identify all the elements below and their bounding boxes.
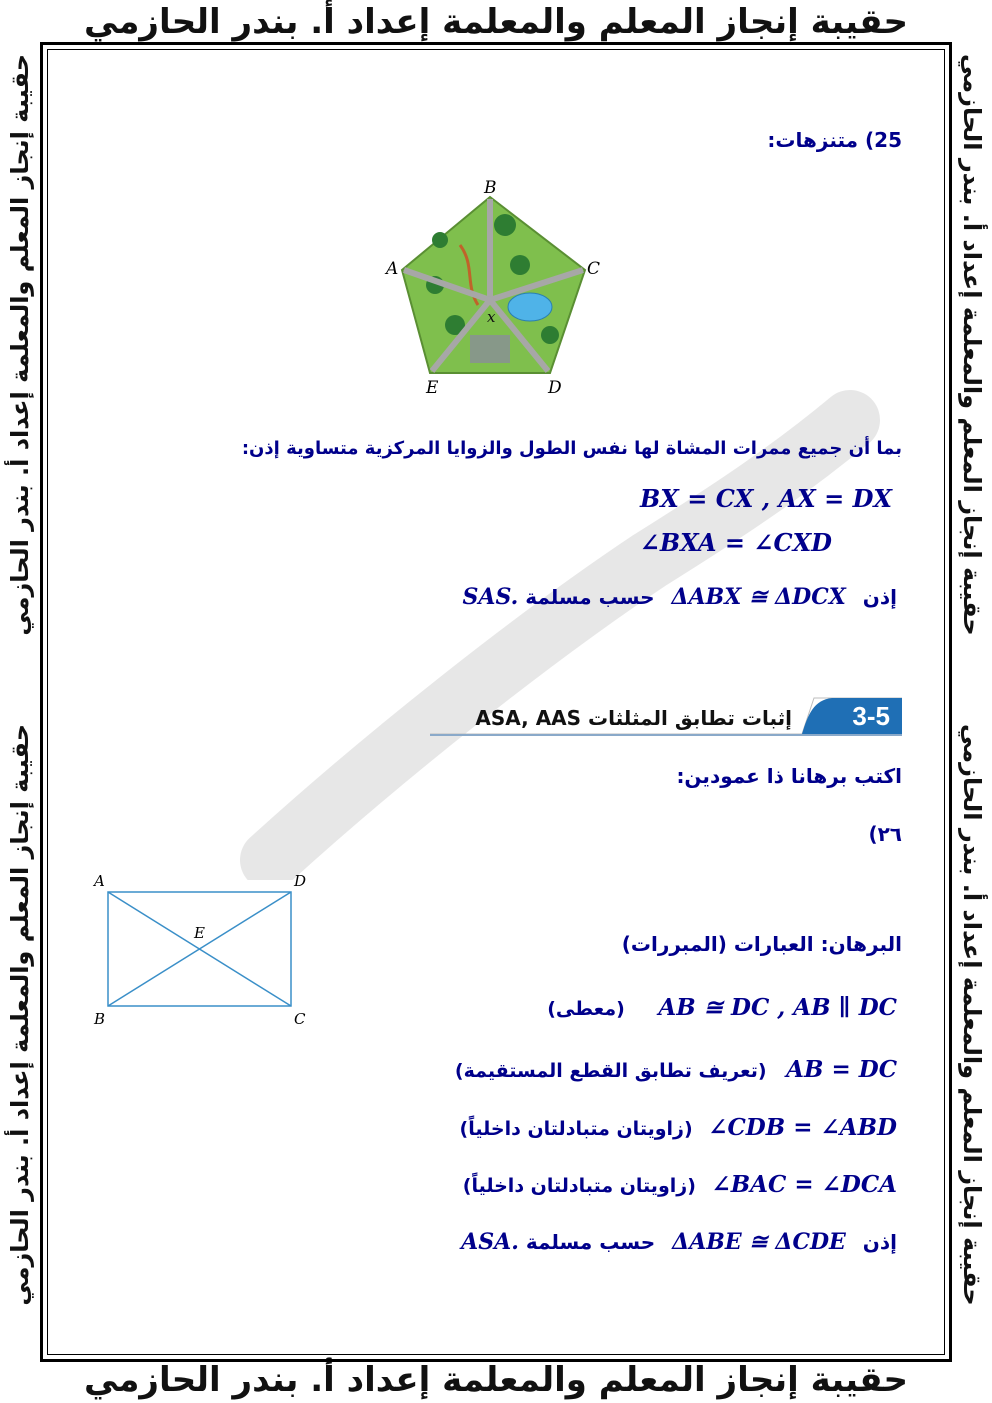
proof-row-reason: (تعريف تطابق القطع المستقيمة) <box>454 1060 767 1082</box>
proof-row-reason: (معطى) <box>547 998 625 1020</box>
rectangle-diagonals-figure <box>88 870 328 1030</box>
section-number: 3-5 <box>852 701 890 731</box>
label-x: x <box>487 308 496 326</box>
side-text: حقيبة إنجاز المعلم والمعلمة إعداد أ. بندر الحازمي <box>6 724 34 1306</box>
proof-row-statement: ∠BAC = ∠DCA <box>711 1171 897 1198</box>
side-text: حقيبة إنجاز المعلم والمعلمة إعداد أ. بندر الحازمي <box>6 54 34 636</box>
section-title: إثبات تطابق المثلثات ASA, AAS <box>475 706 792 730</box>
rect-label-D: D <box>294 872 307 890</box>
proof-row-statement: AB = DC <box>786 1056 897 1083</box>
problem-25-conclusion <box>463 584 897 610</box>
rect-label-E: E <box>194 924 205 942</box>
left-side-banner <box>0 10 40 1350</box>
side-text: حقيبة إنجاز المعلم والمعلمة إعداد أ. بندر الحازمي <box>958 724 986 1306</box>
label-D: D <box>548 378 562 398</box>
section-header-bar <box>422 694 902 738</box>
problem-26-number: ٢٦) <box>868 822 902 846</box>
label-B: B <box>484 178 497 198</box>
proof-row <box>547 994 897 1021</box>
equation-angles: ∠BXA = ∠CXD <box>639 528 832 557</box>
conclusion-prefix: إذن <box>862 1230 897 1254</box>
equation-sides: BX = CX , AX = DX <box>639 484 892 513</box>
park-pentagon-figure <box>380 175 620 400</box>
problem-25-statement: بما أن جميع ممرات المشاة لها نفس الطول والزوايا المركزية متساوية إذن: <box>241 438 902 459</box>
proof-heading: البرهان: العبارات (المبررات) <box>621 932 902 956</box>
proof-row-statement: AB ≅ DC , AB ∥ DC <box>658 994 897 1021</box>
side-text: حقيبة إنجاز المعلم والمعلمة إعداد أ. بندر الحازمي <box>958 54 986 636</box>
rect-label-C: C <box>294 1010 306 1028</box>
label-E: E <box>426 378 439 398</box>
rect-label-A: A <box>94 872 105 890</box>
conclusion-math: ΔABX ≅ ΔDCX <box>671 584 846 610</box>
header-title: حقيبة إنجاز المعلم والمعلمة إعداد أ. بندر الحازمي <box>83 2 909 42</box>
conclusion-postulate: SAS. <box>462 584 519 610</box>
conclusion-suffix: حسب مسلمة <box>525 1230 656 1254</box>
conclusion-math: ΔABE ≅ ΔCDE <box>672 1229 846 1255</box>
label-A: A <box>386 259 399 279</box>
conclusion-postulate: ASA. <box>461 1229 519 1255</box>
proof-row-reason: (زاويتان متبادلتان داخلياً) <box>459 1118 693 1140</box>
right-side-banner <box>952 10 992 1350</box>
problem-25-heading: 25) متنزهات: <box>767 128 902 152</box>
proof-row <box>455 1056 897 1083</box>
conclusion-suffix: حسب مسلمة <box>525 585 655 609</box>
problem-26-instruction: اكتب برهانا ذا عمودين: <box>676 764 902 788</box>
proof-row <box>460 1114 897 1141</box>
label-C: C <box>587 259 601 279</box>
proof-row-reason: (زاويتان متبادلتان داخلياً) <box>462 1175 696 1197</box>
proof-row <box>463 1171 897 1198</box>
footer-title: حقيبة إنجاز المعلم والمعلمة إعداد أ. بندر الحازمي <box>83 1360 909 1400</box>
problem-26-conclusion <box>461 1229 897 1255</box>
proof-row-statement: ∠CDB = ∠ABD <box>708 1114 897 1141</box>
rect-label-B: B <box>94 1010 106 1028</box>
conclusion-prefix: إذن <box>862 585 897 609</box>
